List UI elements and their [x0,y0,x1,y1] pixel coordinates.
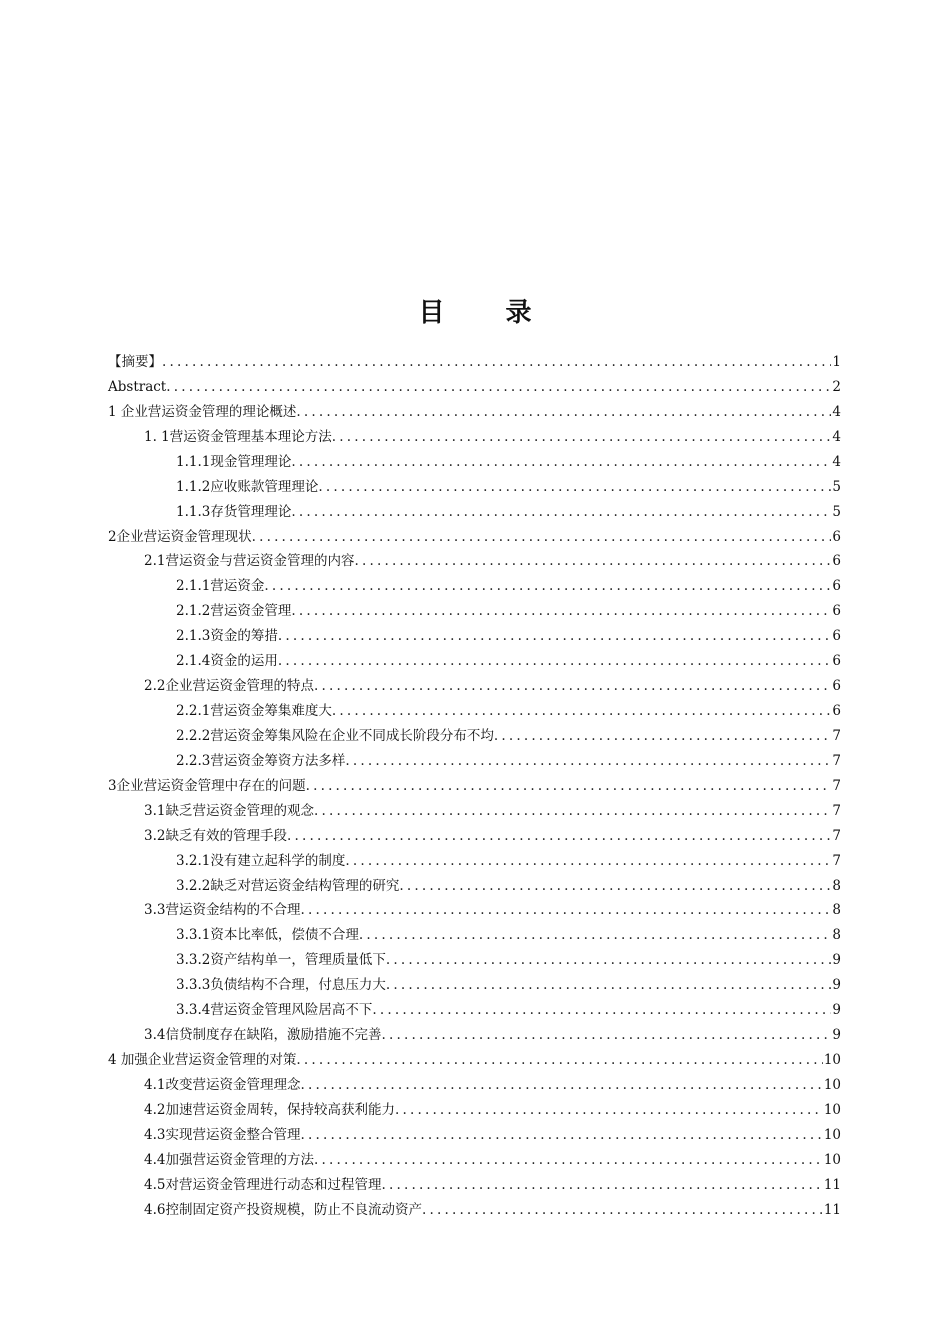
toc-entry[interactable] [144,899,841,921]
toc-entry-label: Abstract [108,379,167,395]
toc-entry[interactable] [144,1099,841,1121]
toc-dot-leader [386,974,832,996]
toc-entry-label: 2.2.3营运资金筹资方法多样 [176,753,346,769]
toc-dot-leader [332,426,832,448]
toc-entry[interactable] [108,775,841,797]
toc-dot-leader [345,850,831,872]
toc-entry-label: 3.4信贷制度存在缺陷，激励措施不完善 [144,1027,382,1043]
toc-entry[interactable] [144,550,841,572]
toc-entry[interactable] [176,974,841,996]
toc-dot-leader [372,999,831,1021]
toc-page-number: 6 [832,529,841,545]
toc-entry-label: 4.1改变营运资金管理理念 [144,1077,301,1093]
toc-entry-label: 2.1.3资金的筹措 [176,628,278,644]
toc-entry-label: 3.2.2缺乏对营运资金结构管理的研究 [176,878,400,894]
toc-entry[interactable] [176,451,841,473]
toc-title: 目 录 [418,298,558,328]
toc-dot-leader [381,1174,822,1196]
toc-dot-leader [332,700,832,722]
toc-page-number: 1 [832,354,841,370]
toc-entry-label: 1 企业营运资金管理的理论概述 [108,404,297,420]
toc-entry-label: 1.1.3存货管理理论 [176,504,292,520]
toc-entry[interactable] [144,1174,841,1196]
toc-dot-leader [359,924,832,946]
toc-page-number: 10 [823,1052,841,1068]
toc-entry[interactable] [176,476,841,498]
toc-dot-leader [386,949,832,971]
toc-page-number: 9 [832,977,841,993]
toc-page-number: 4 [832,404,841,420]
toc-entry[interactable] [176,924,841,946]
toc-dot-leader [345,750,831,772]
toc-page-number: 6 [832,703,841,719]
toc-dot-leader [252,526,832,548]
toc-entry-label: 1. 1营运资金管理基本理论方法 [144,429,332,445]
toc-entry[interactable] [108,376,841,398]
toc-entry-label: 3企业营运资金管理中存在的问题 [108,778,306,794]
toc-entry[interactable] [176,575,841,597]
toc-page-number: 6 [832,653,841,669]
toc-entry-label: 3.2.1没有建立起科学的制度 [176,853,346,869]
toc-entry-label: 1.1.2应收账款管理理论 [176,479,319,495]
toc-entry[interactable] [108,351,841,373]
toc-page-number: 2 [832,379,841,395]
toc-dot-leader [494,725,832,747]
toc-entry[interactable] [176,725,841,747]
toc-entry[interactable] [144,1199,841,1221]
toc-dot-leader [296,1049,822,1071]
toc-entry[interactable] [108,526,841,548]
toc-dot-leader [399,875,831,897]
toc-entry-label: 3.3.3负债结构不合理，付息压力大 [176,977,386,993]
toc-entry-label: 3.3.2资产结构单一，管理质量低下 [176,952,386,968]
toc-entry[interactable] [144,1024,841,1046]
toc-page-number: 7 [832,728,841,744]
toc-dot-leader [395,1099,823,1121]
toc-dot-leader [300,1124,822,1146]
toc-page-number: 8 [832,878,841,894]
toc-page-number: 6 [832,603,841,619]
toc-entry-label: 3.3营运资金结构的不合理 [144,902,301,918]
toc-page-number: 6 [832,678,841,694]
toc-dot-leader [314,800,831,822]
toc-entry-label: 3.1缺乏营运资金管理的观念 [144,803,314,819]
toc-dot-leader [287,825,831,847]
toc-entry-label: 2.1营运资金与营运资金管理的内容 [144,553,355,569]
toc-entry[interactable] [108,1049,841,1071]
toc-page-number: 10 [823,1102,841,1118]
toc-entry-label: 3.3.1资本比率低，偿债不合理 [176,927,359,943]
toc-page-number: 9 [832,1002,841,1018]
toc-entry-label: 4.6控制固定资产投资规模，防止不良流动资产 [144,1202,422,1218]
toc-entry[interactable] [176,625,841,647]
toc-page-number: 11 [823,1202,841,1218]
toc-entry-label: 4.3实现营运资金整合管理 [144,1127,301,1143]
toc-entry-label: 2.1.1营运资金 [176,578,265,594]
toc-entry[interactable] [144,675,841,697]
toc-entry-label: 4.4加强营运资金管理的方法 [144,1152,314,1168]
toc-entry[interactable] [176,750,841,772]
toc-entry-label: 4 加强企业营运资金管理的对策 [108,1052,297,1068]
toc-entry[interactable] [176,875,841,897]
toc-dot-leader [291,600,831,622]
toc-dot-leader [300,1074,822,1096]
toc-dot-leader [314,675,831,697]
toc-dot-leader [422,1199,823,1221]
toc-entry-label: 2.2企业营运资金管理的特点 [144,678,314,694]
toc-dot-leader [278,650,832,672]
toc-entry-label: 2.1.4资金的运用 [176,653,278,669]
toc-page-number: 9 [832,1027,841,1043]
toc-page-number: 5 [832,504,841,520]
toc-entry[interactable] [144,1149,841,1171]
toc-entry-label: 1.1.1现金管理理论 [176,454,292,470]
toc-page-number: 10 [823,1127,841,1143]
toc-page-number: 10 [823,1077,841,1093]
toc-entry-label: 【摘要】 [108,354,162,370]
toc-dot-leader [291,451,831,473]
toc-entry[interactable] [176,999,841,1021]
toc-page-number: 7 [832,803,841,819]
toc-dot-leader [318,476,831,498]
toc-dot-leader [162,351,831,373]
toc-page-number: 5 [832,479,841,495]
toc-page-number: 6 [832,553,841,569]
toc-page-number: 10 [823,1152,841,1168]
toc-entry[interactable] [144,1124,841,1146]
toc-dot-leader [314,1149,823,1171]
toc-page-number: 4 [832,429,841,445]
toc-entry-label: 3.2缺乏有效的管理手段 [144,828,287,844]
toc-page-number: 7 [832,778,841,794]
toc-entry[interactable] [144,800,841,822]
toc-page-number: 7 [832,753,841,769]
toc-entry-label: 2.2.2营运资金筹集风险在企业不同成长阶段分布不均 [176,728,494,744]
toc-entry-label: 3.3.4营运资金管理风险居高不下 [176,1002,373,1018]
toc-entry[interactable] [176,600,841,622]
toc-entry-label: 4.5对营运资金管理进行动态和过程管理 [144,1177,382,1193]
toc-dot-leader [291,501,831,523]
toc-dot-leader [166,376,831,398]
toc-page-number: 11 [823,1177,841,1193]
toc-entry[interactable] [108,401,841,423]
toc-entry-label: 4.2加速营运资金周转，保持较高获利能力 [144,1102,395,1118]
toc-entry[interactable] [144,426,841,448]
toc-page-number: 4 [832,454,841,470]
toc-dot-leader [264,575,831,597]
toc-page-number: 9 [832,952,841,968]
toc-page-number: 8 [832,927,841,943]
toc-dot-leader [306,775,832,797]
toc-page-number: 7 [832,828,841,844]
toc-entry[interactable] [176,501,841,523]
toc-entry[interactable] [176,700,841,722]
toc-page-number: 8 [832,902,841,918]
toc-entry[interactable] [144,1074,841,1096]
toc-entry[interactable] [176,850,841,872]
toc-dot-leader [381,1024,831,1046]
toc-page-number: 7 [832,853,841,869]
toc-entry[interactable] [176,650,841,672]
toc-dot-leader [354,550,831,572]
toc-entry-label: 2企业营运资金管理现状 [108,529,252,545]
toc-dot-leader [300,899,831,921]
toc-page-number: 6 [832,628,841,644]
toc-entry[interactable] [144,825,841,847]
toc-dot-leader [278,625,832,647]
toc-entry[interactable] [176,949,841,971]
toc-dot-leader [296,401,831,423]
toc-page-number: 6 [832,578,841,594]
toc-entry-label: 2.2.1营运资金筹集难度大 [176,703,332,719]
toc-entry-label: 2.1.2营运资金管理 [176,603,292,619]
